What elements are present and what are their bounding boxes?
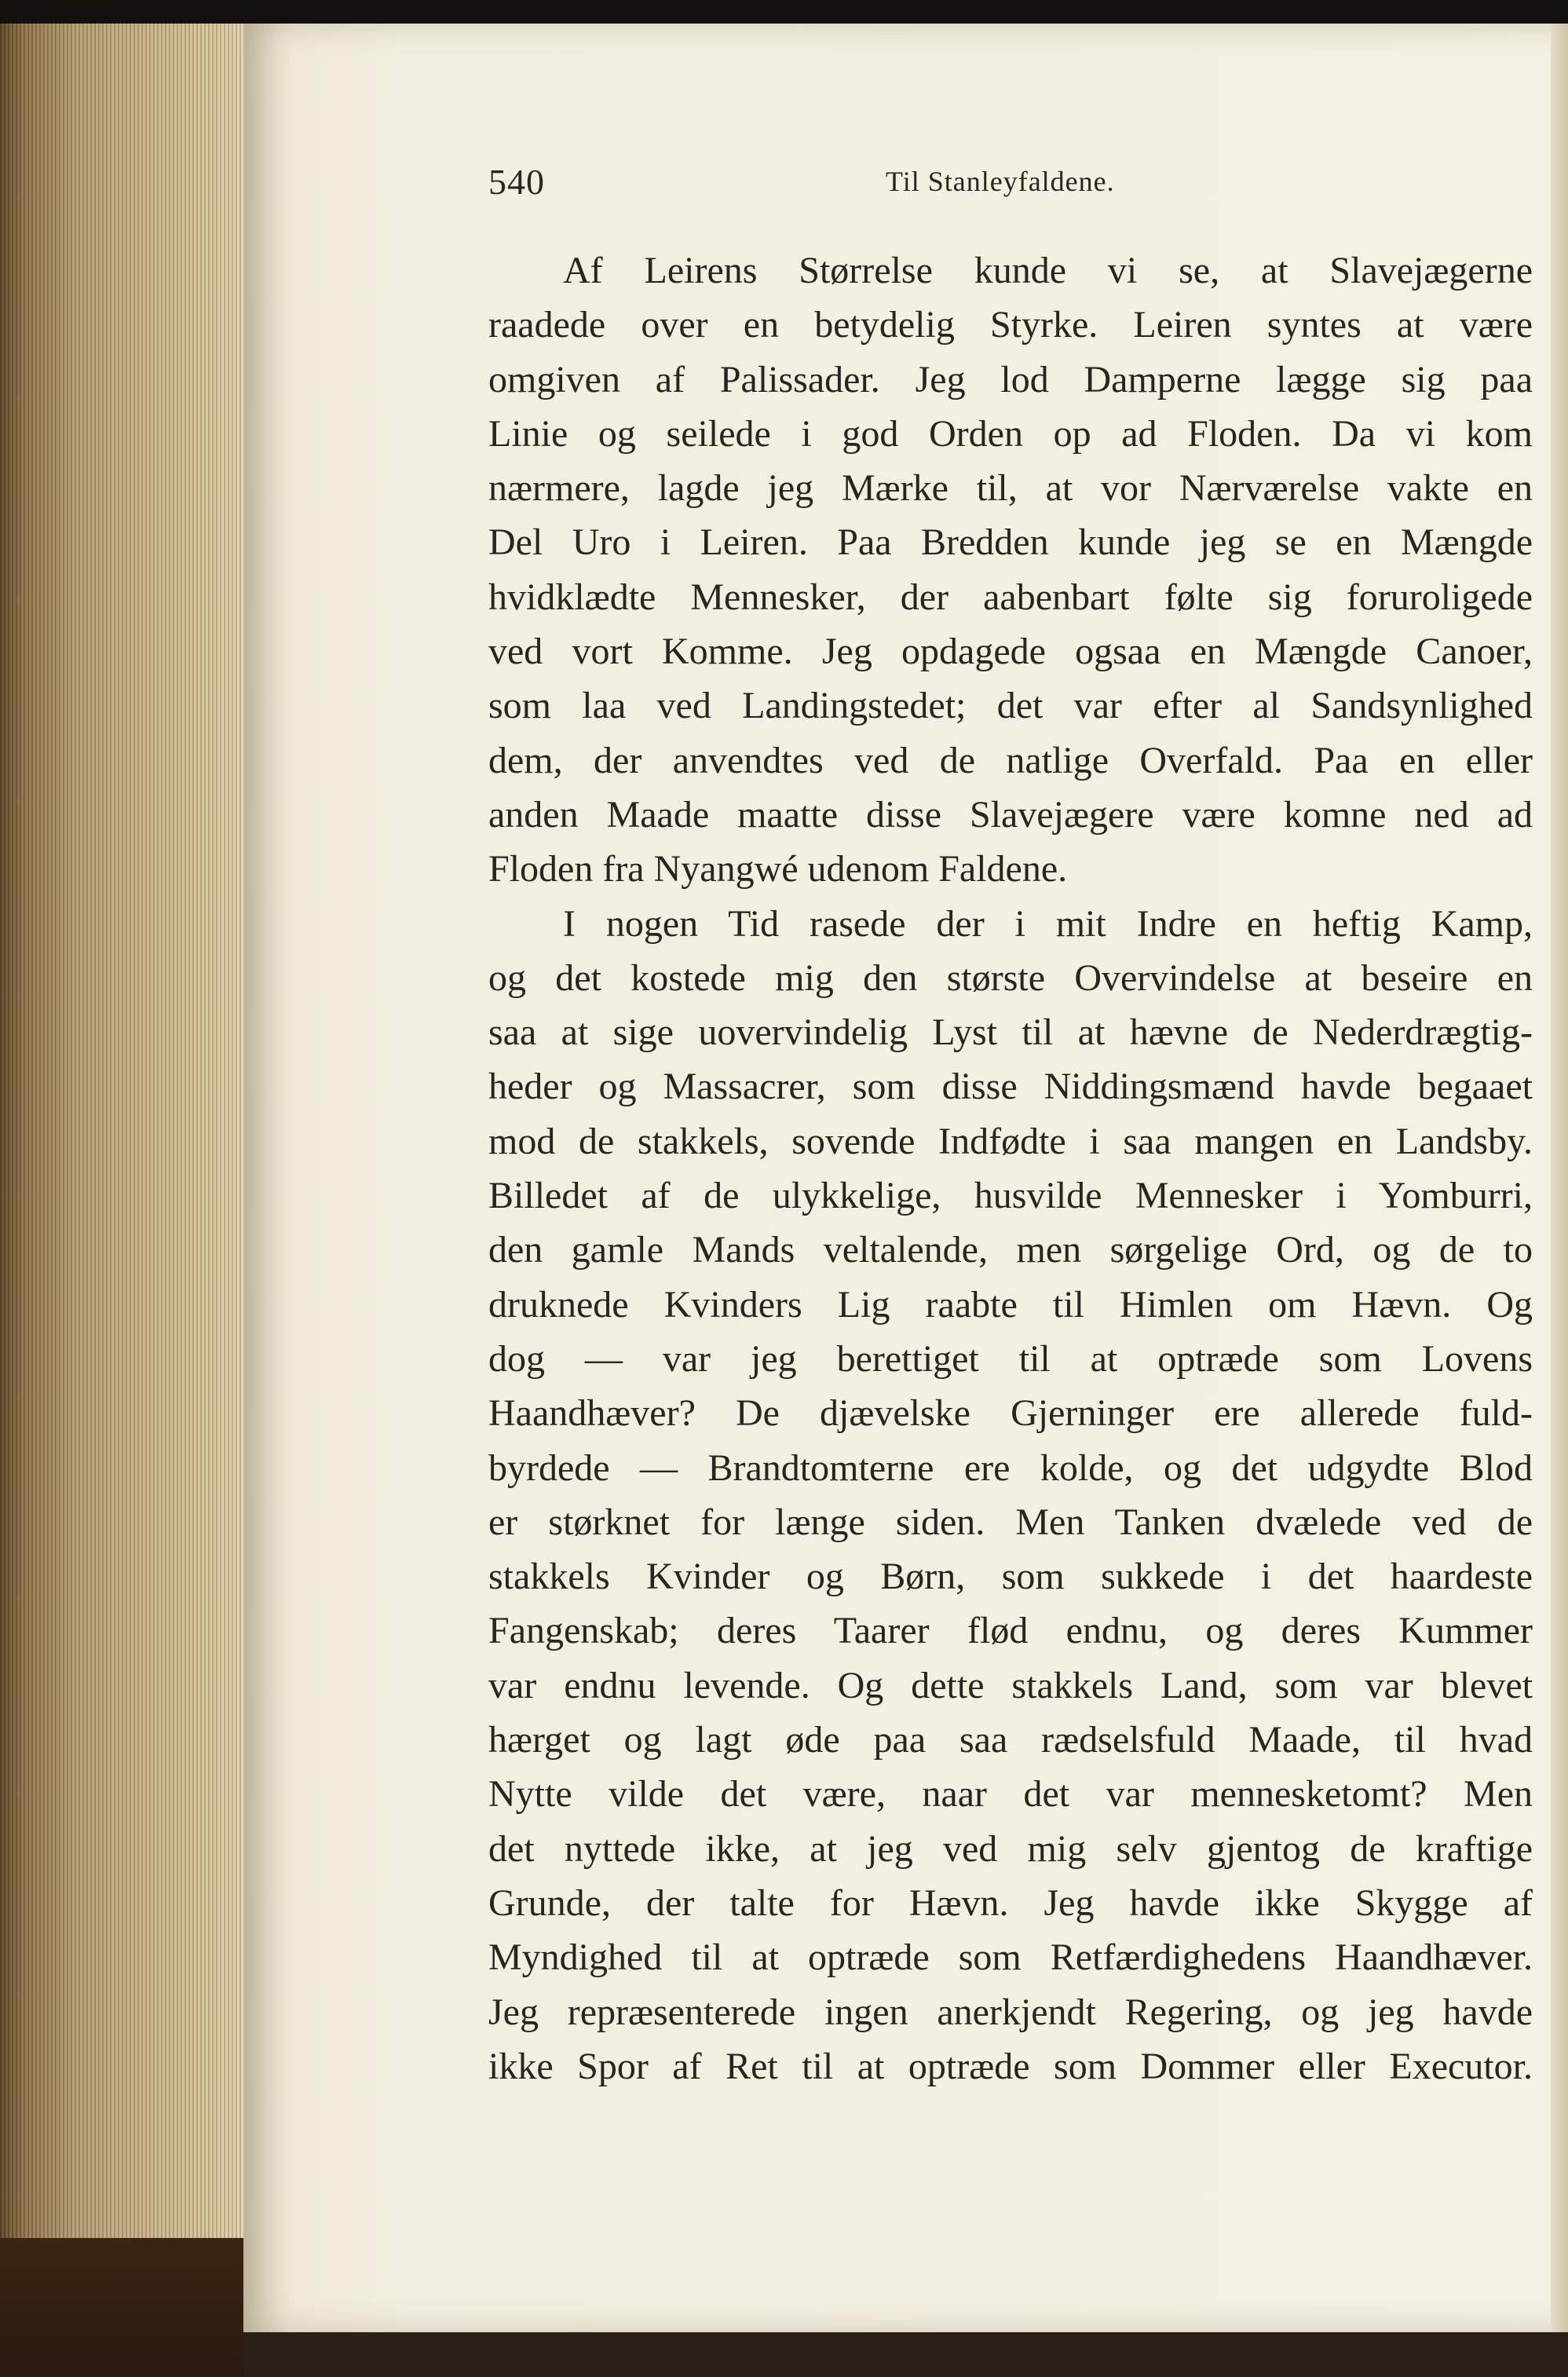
scan-bottom-border — [243, 2332, 1568, 2377]
text-line: nærmere, lagde jeg Mærke til, at vor Nærværelse vakte en — [488, 467, 1533, 510]
text-line: hvidklædte Mennesker, der aabenbart følte sig foruroligede — [488, 576, 1533, 618]
text-line: ved vort Komme. Jeg opdagede ogsaa en Mængde Canoer, — [488, 631, 1533, 673]
text-line: Nytte vilde det være, naar det var mennesketomt? Men — [488, 1773, 1533, 1816]
text-line: den gamle Mands veltalende, men sørgelige Ord, og de to — [488, 1229, 1533, 1271]
text-line: Jeg repræsenterede ingen anerkjendt Regering, og jeg havde — [488, 1991, 1533, 2033]
text-line: hærget og lagt øde paa saa rædselsfuld Maade, til hvad — [488, 1719, 1533, 1761]
text-line: raadede over en betydelig Styrke. Leiren syntes at være — [488, 304, 1533, 346]
scan-top-border — [0, 0, 1568, 24]
text-line: saa at sige uovervindelig Lyst til at hævne de Nederdrægtig- — [488, 1011, 1533, 1054]
text-line: dem, der anvendtes ved de natlige Overfald. Paa en eller — [488, 739, 1533, 781]
text-line: det nyttede ikke, at jeg ved mig selv gjentog de kraftige — [488, 1827, 1533, 1870]
book-page-edges — [0, 24, 251, 2377]
text-line: og det kostede mig den største Overvindelse at beseire en — [488, 956, 1533, 999]
text-line: stakkels Kvinder og Børn, som sukkede i det haardeste — [488, 1556, 1533, 1598]
text-line: anden Maade maatte disse Slavejægere være komne ned ad — [488, 793, 1533, 836]
text-line: var endnu levende. Og dette stakkels Land, som var blevet — [488, 1664, 1533, 1706]
text-line: omgiven af Palissader. Jeg lod Damperne lægge sig paa — [488, 358, 1533, 400]
text-line: byrdede — Brandtomterne ere kolde, og det udgydte Blod — [488, 1446, 1533, 1489]
text-line: dog — var jeg berettiget til at optræde som Lovens — [488, 1337, 1533, 1380]
text-line: mod de stakkels, sovende Indfødte i saa mangen en Landsby. — [488, 1120, 1533, 1162]
body-text — [488, 243, 1533, 2094]
text-line: Haandhæver? De djævelske Gjerninger ere allerede fuld- — [488, 1392, 1533, 1435]
text-line: Floden fra Nyangwé udenom Faldene. — [488, 848, 1068, 890]
text-line: Af Leirens Størrelse kunde vi se, at Slavejægerne — [563, 250, 1533, 291]
text-line: Linie og seilede i god Orden op ad Floden. Da vi kom — [488, 412, 1533, 455]
book-cover-corner — [0, 2238, 259, 2377]
page-number: 540 — [488, 162, 545, 202]
page-right-edge — [1551, 24, 1568, 2332]
text-line: Myndighed til at optræde som Retfærdighedens Haandhæver. — [488, 1936, 1533, 1979]
text-line: som laa ved Landingstedet; det var efter al Sandsynlighed — [488, 685, 1533, 727]
text-line: er størknet for længe siden. Men Tanken dvælede ved de — [488, 1501, 1533, 1543]
text-line: ikke Spor af Ret til at optræde som Dommer eller Executor. — [488, 2045, 1533, 2087]
text-line: Billedet af de ulykkelige, husvilde Mennesker i Yomburri, — [488, 1175, 1533, 1217]
text-line: Fangenskab; deres Taarer flød endnu, og deres Kummer — [488, 1610, 1533, 1652]
text-line: druknede Kvinders Lig raabte til Himlen om Hævn. Og — [488, 1283, 1533, 1326]
running-head: Til Stanleyfaldene. — [886, 166, 1115, 197]
text-line: I nogen Tid rasede der i mit Indre en heftig Kamp, — [563, 902, 1533, 945]
text-line: Del Uro i Leiren. Paa Bredden kunde jeg se en Mængde — [488, 521, 1533, 564]
text-line: heder og Massacrer, som disse Niddingsmænd havde begaaet — [488, 1066, 1533, 1108]
text-line: Grunde, der talte for Hævn. Jeg havde ikke Skygge af — [488, 1881, 1533, 1924]
